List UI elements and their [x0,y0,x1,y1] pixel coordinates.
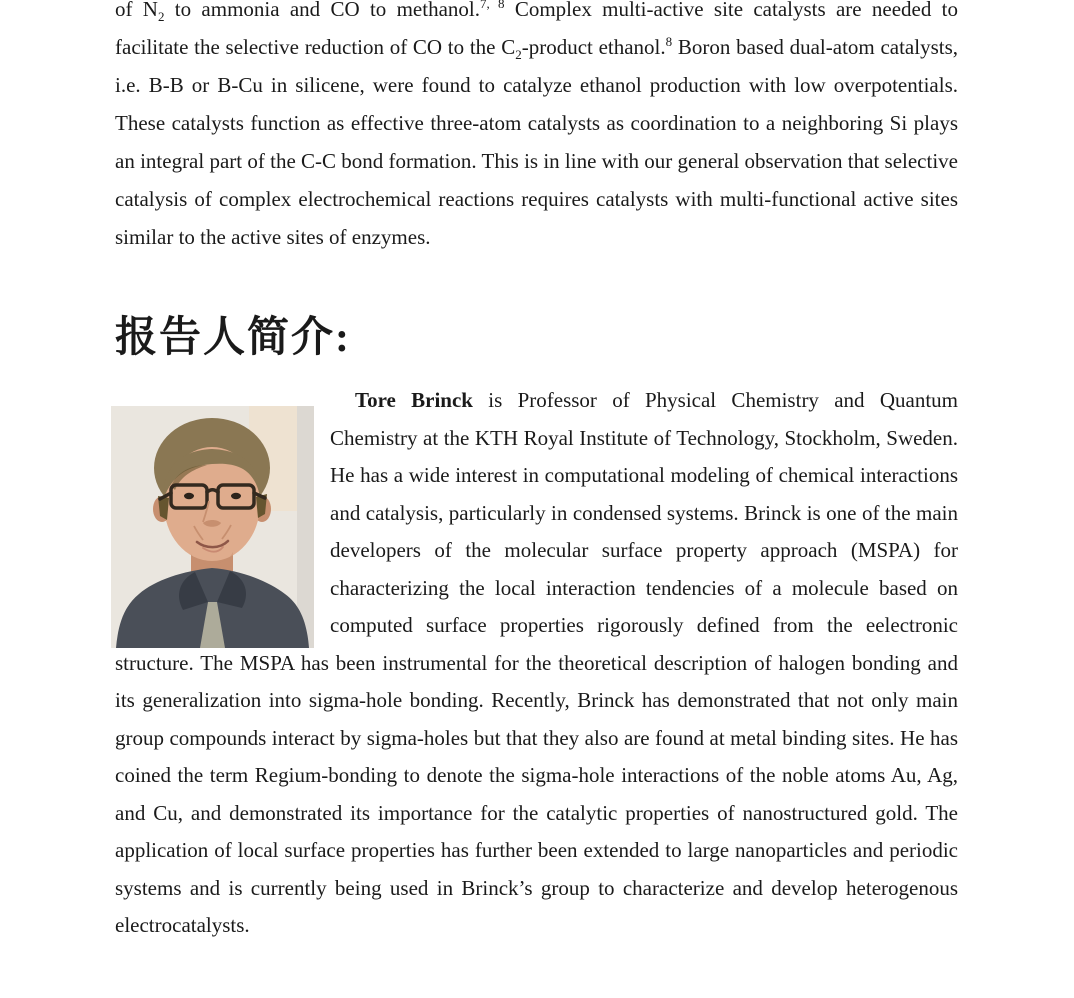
bio-section [115,382,958,945]
section-heading: 报告人简介: [115,315,351,361]
left-eye [184,493,194,499]
speaker-photo [111,406,314,648]
intro-paragraph: of $N_2$ to ammonia and CO to methanol.$^{7, 8}$ Complex multi-active site catalysts are needed to facilitate the selective reduction of CO to the $C_2$-product ethanol.$^8$ Boron based dual-atom catalysts, i.e. B-B or B-Cu in silicene, were found to catalyze ethanol production with low overpotentials. These catalysts function as effective three-atom catalysts as coordination to a neighboring Si plays an integral part of the C-C bond formation. This is in line with our general observation that selective catalysis of complex electrochemical reactions requires catalysts with multi-functional active sites similar to the active sites of enzymes. [115,0,959,249]
bio-paragraph: Tore Brinck is Professor of Physical Chemistry and Quantum Chemistry at the KTH Royal Institute of Technology, Stockholm, Sweden. He has a wide interest in computational modeling of chemical interactions and catalysis, particularly in condensed systems. Brinck is one of the main developers of the molecular surface property approach (MSPA) for characterizing the local interaction tendencies of a molecule based on computed surface properties rigorously defined from the eelectronic structure. The MSPA has been instrumental for the theoretical description of halogen bonding and its generalization into sigma-hole bonding. Recently, Brinck has demonstrated that not only main group compounds interact by sigma-holes but that they also are found at metal binding sites. He has coined the term Regium-bonding to denote the sigma-hole interactions of the noble atoms Au, Ag, and Cu, and demonstrated its importance for the catalytic properties of nanostructured gold. The application of local surface properties has further been extended to large nanoparticles and periodic systems and is currently being used in Brinck’s group to characterize and develop heterogenous electrocatalysts. [115,388,958,937]
right-eye [231,493,241,499]
portrait-illustration [111,406,314,648]
